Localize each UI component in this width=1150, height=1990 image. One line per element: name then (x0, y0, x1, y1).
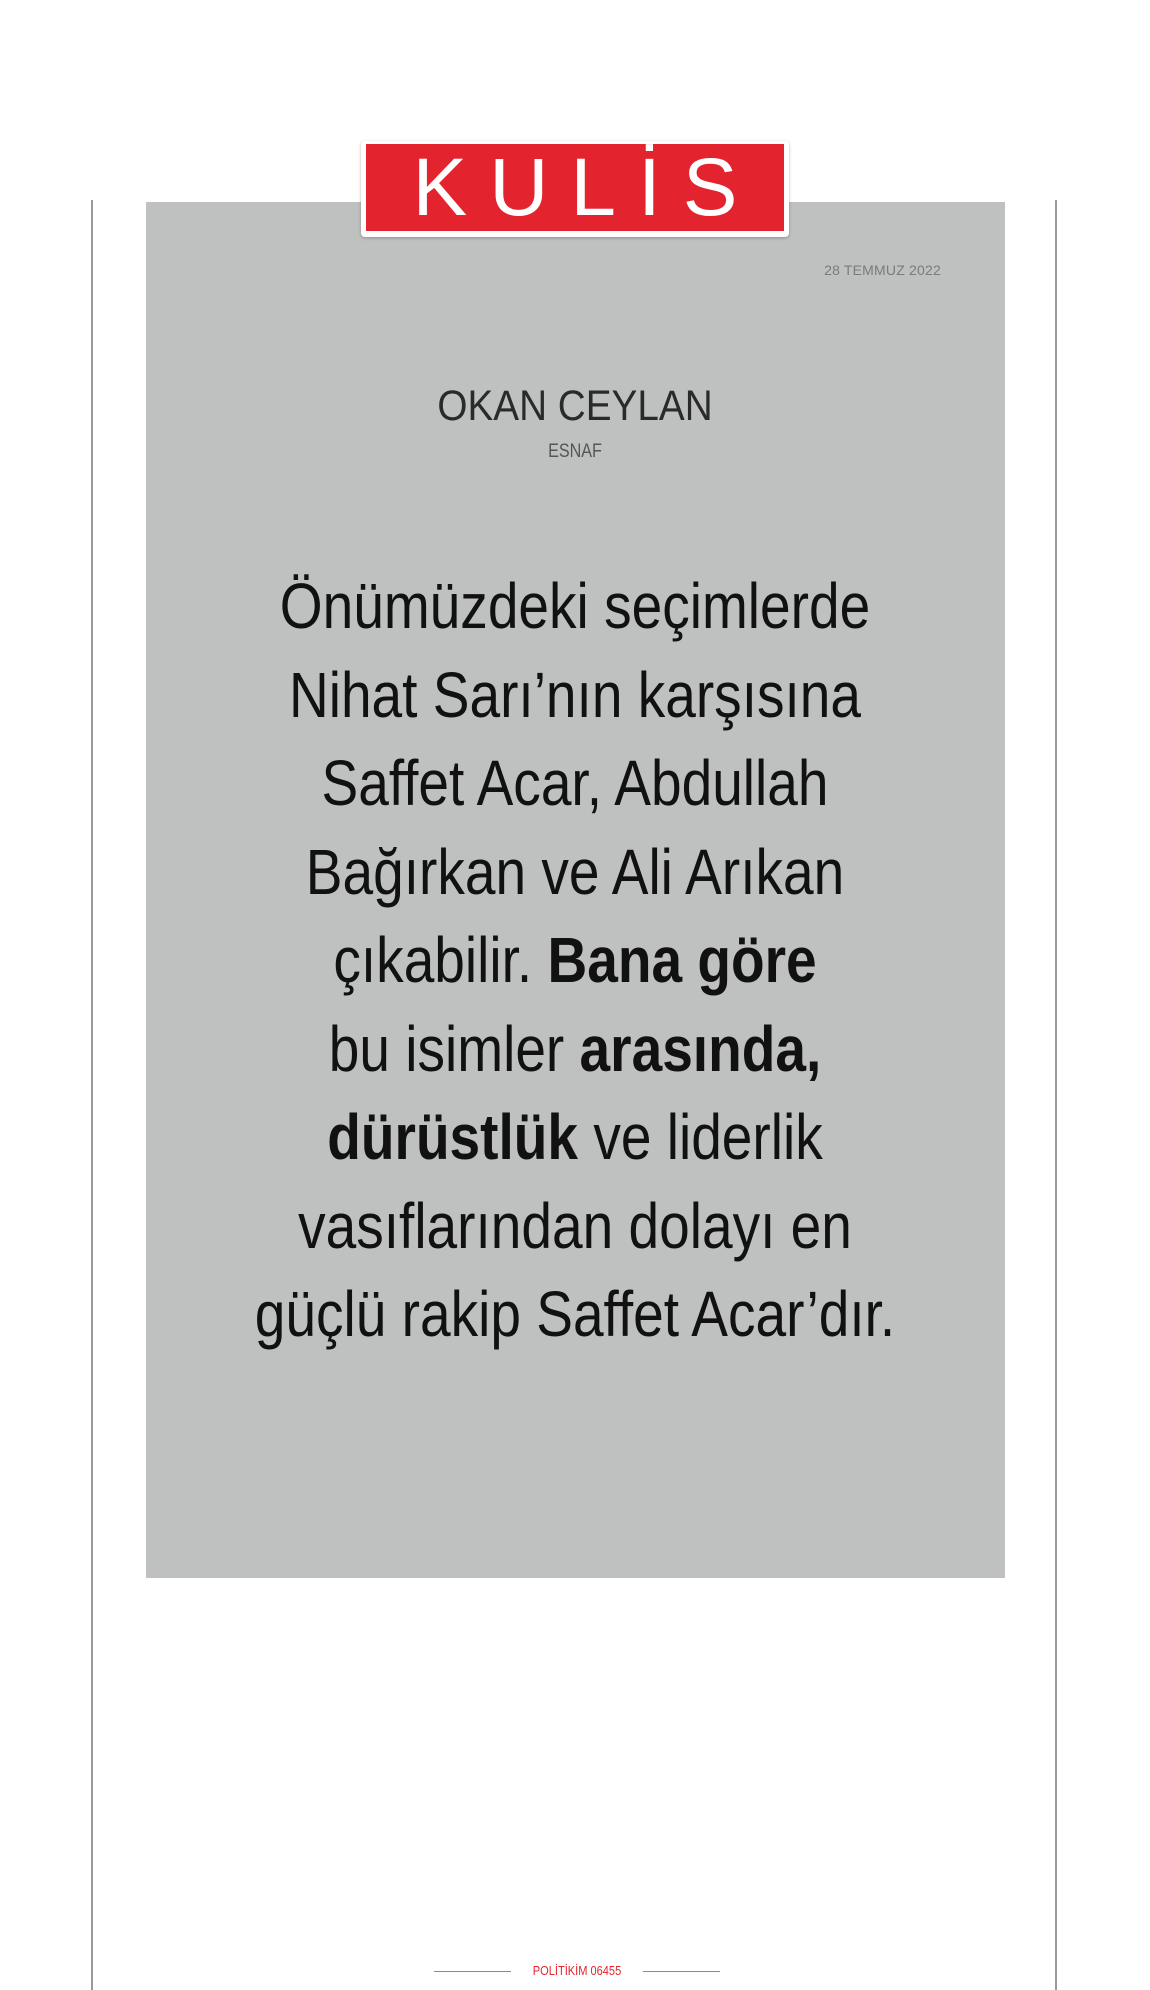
right-frame-line (1055, 200, 1057, 1990)
quote-emphasis: dürüstlük (327, 1101, 579, 1173)
quote-segment: vasıflarından dolayı en (298, 1189, 852, 1262)
quote-line (253, 1182, 898, 1271)
quote-line (253, 1005, 898, 1094)
quote-segment: Saffet Acar, Abdullah (321, 747, 829, 819)
quote-line (253, 739, 898, 828)
masthead-title: KULİS (412, 141, 760, 233)
footer-label: POLİTİKİM 06455 (532, 1963, 622, 1978)
author-name: OKAN CEYLAN (437, 382, 713, 430)
quote-segment: ve liderlik (578, 1101, 823, 1173)
quote-segment: Bağırkan ve Ali Arıkan (305, 835, 845, 908)
quote-segment: Önümüzdeki seçimlerde (279, 570, 871, 642)
left-frame-line (91, 200, 93, 1990)
quote-line (253, 1093, 898, 1182)
quote-segment: bu isimler (328, 1012, 580, 1085)
quote-text (253, 562, 898, 1359)
quote-emphasis: Bana göre (547, 924, 817, 996)
masthead-banner (366, 141, 784, 233)
quote-line (253, 651, 898, 740)
quote-line (253, 828, 898, 917)
quote-line (253, 916, 898, 1005)
masthead-logo (361, 141, 789, 237)
quote-segment: çıkabilir. (333, 924, 548, 996)
footer-rule-right (643, 1971, 720, 1972)
publication-date: 28 TEMMUZ 2022 (824, 262, 941, 278)
quote-segment: güçlü rakip Saffet Acar’dır. (254, 1278, 896, 1350)
quote-segment: Nihat Sarı’nın karşısına (288, 658, 862, 731)
footer (0, 1962, 1150, 1982)
quote-line (253, 1270, 898, 1359)
quote-line (253, 562, 898, 651)
footer-rule-left (434, 1971, 511, 1972)
author-role: ESNAF (548, 441, 602, 462)
quote-emphasis: arasında, (579, 1012, 822, 1085)
